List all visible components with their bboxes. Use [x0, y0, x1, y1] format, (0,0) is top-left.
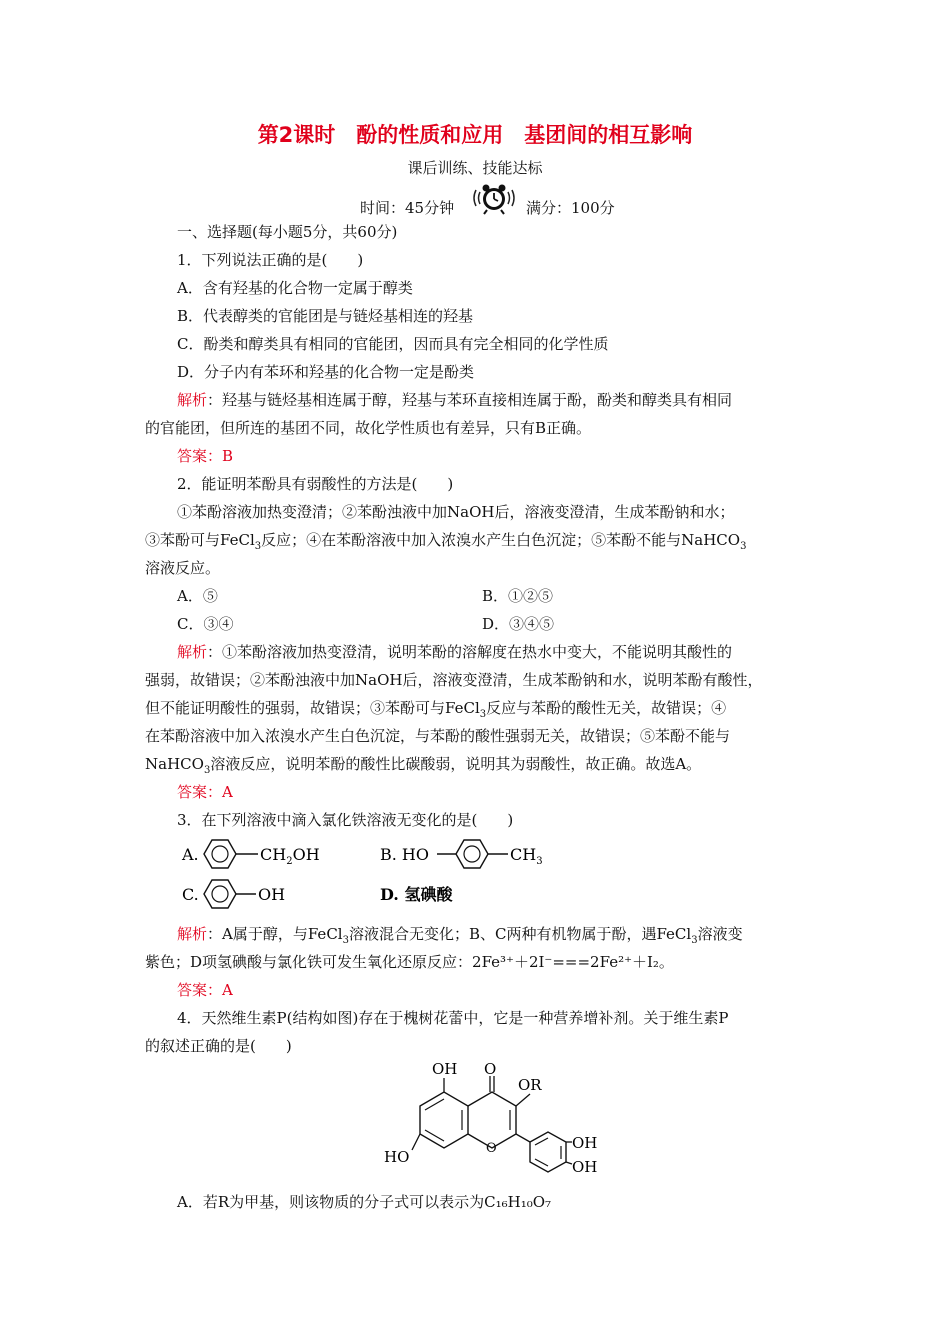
q1-answer: 答案：B [177, 447, 234, 465]
subscript: 3 [740, 541, 747, 552]
q1-option-a: A．含有羟基的化合物一定属于醇类 [177, 279, 413, 297]
oh-text: OH [292, 845, 320, 864]
q2-explanation-line1 [177, 642, 732, 662]
full-score: 满分：100分 [526, 199, 615, 217]
q2-option-b: B．①②⑤ [482, 587, 554, 605]
q1-option-d: D．分子内有苯环和羟基的化合物一定是酚类 [177, 363, 475, 381]
benzene-ring-c [204, 880, 236, 908]
benzene-ring-a [204, 840, 236, 868]
q3-explanation-line2: 紫色；D项氢碘酸与氯化铁可发生氧化还原反应：2Fe³⁺＋2I⁻===2Fe²⁺＋I₂。 [145, 953, 674, 971]
q2-explanation-part: 溶液反应，说明苯酚的酸性比碳酸弱，说明其为弱酸性，故正确。故选A。 [210, 755, 702, 773]
q3-explanation-line1 [177, 924, 743, 944]
oh-label-top: OH [432, 1060, 458, 1078]
q2-option-c: C．③④ [177, 615, 234, 633]
q2-explanation-line2: 强弱，故错误；②苯酚浊液中加NaOH后，溶液变澄清，生成苯酚钠和水，说明苯酚有酸性， [145, 671, 763, 689]
q2-explanation-part: 但不能证明酸性的强弱，故错误；③苯酚可与FeCl [145, 699, 480, 717]
or-label: OR [518, 1076, 542, 1094]
q1-option-b: B．代表醇类的官能团是与链烃基相连的羟基 [177, 307, 474, 325]
q3-option-a-label: A. [182, 845, 199, 864]
q2-statement-line1: ①苯酚溶液加热变澄清；②苯酚浊液中加NaOH后，溶液变澄清，生成苯酚钠和水； [177, 503, 735, 521]
q2-option-d: D．③④⑤ [482, 615, 555, 633]
q3-option-c-group: OH [258, 885, 286, 904]
ring-o-label: O [486, 1141, 497, 1156]
q3-option-a-group [260, 845, 320, 867]
q1-option-c: C．酚类和醇类具有相同的官能团，因而具有完全相同的化学性质 [177, 335, 609, 353]
q2-statement-line3: 溶液反应。 [145, 559, 221, 577]
subscript: 3 [203, 765, 211, 776]
q2-option-a: A．⑤ [177, 587, 218, 605]
q4-option-a: A．若R为甲基，则该物质的分子式可以表示为C₁₆H₁₀O₇ [177, 1193, 552, 1211]
q1-explanation-line [177, 390, 732, 410]
q3-option-b-label: B. HO [380, 845, 429, 864]
subscript: 3 [479, 709, 487, 720]
q2-explanation-part: NaHCO [145, 755, 204, 773]
explanation-label: 解析 [177, 643, 208, 661]
q3-explanation-part: ：A属于醇，与FeCl [207, 925, 343, 943]
q2-explanation-line3 [145, 698, 726, 718]
q2-statement-part: 反应；④在苯酚溶液中加入浓溴水产生白色沉淀；⑤苯酚不能与NaHCO [261, 531, 741, 549]
q2-explanation-text: ：①苯酚溶液加热变澄清，说明苯酚的溶解度在热水中变大，不能说明其酸性的 [207, 643, 733, 661]
explanation-label: 解析 [177, 391, 208, 409]
time-limit: 时间：45分钟 [360, 199, 455, 217]
ch-text: CH [260, 845, 287, 864]
q4-stem-line1: 4．天然维生素P(结构如图)存在于槐树花蕾中，它是一种营养增补剂。关于维生素P [177, 1009, 729, 1027]
lesson-subtitle: 课后训练、技能达标 [407, 159, 543, 177]
benzene-ring-b [456, 840, 488, 868]
q1-explanation-line2: 的官能团，但所连的基团不同，故化学性质也有差异，只有B正确。 [145, 419, 592, 437]
subscript: 3 [691, 935, 698, 946]
oh-label-right-2: OH [572, 1158, 598, 1176]
q1-explanation-text: ：羟基与链烃基相连属于醇，羟基与苯环直接相连属于酚，酚类和醇类具有相同 [207, 391, 733, 409]
q3-option-b-group [510, 845, 543, 867]
subscript: 2 [286, 856, 293, 867]
q2-statement-part: ③苯酚可与FeCl [145, 531, 255, 549]
ch-text: CH [510, 845, 537, 864]
q3-option-c-label: C. [182, 885, 199, 904]
q2-answer: 答案：A [177, 783, 233, 801]
vitamin-p-structure [380, 1060, 610, 1185]
q3-option-d-label: D. 氢碘酸 [380, 885, 453, 904]
q3-options-structures [180, 834, 580, 914]
subscript: 3 [342, 935, 349, 946]
ring-a [420, 1092, 468, 1148]
q2-explanation-line5 [145, 754, 701, 774]
q2-explanation-part: 反应与苯酚的酸性无关，故错误；④ [486, 699, 727, 717]
q2-stem: 2．能证明苯酚具有弱酸性的方法是( ) [177, 475, 454, 493]
alarm-clock-icon [470, 180, 518, 216]
q1-stem: 1．下列说法正确的是( ) [177, 251, 364, 269]
q2-explanation-line4: 在苯酚溶液中加入浓溴水产生白色沉淀，与苯酚的酸性强弱无关，故错误；⑤苯酚不能与 [145, 727, 731, 745]
subscript: 3 [536, 856, 543, 867]
ho-label: HO [384, 1148, 410, 1166]
q2-statement-line2 [145, 530, 746, 550]
oh-label-right-1: OH [572, 1134, 598, 1152]
q3-stem: 3．在下列溶液中滴入氯化铁溶液无变化的是( ) [177, 811, 514, 829]
q4-stem-line2: 的叙述正确的是( ) [145, 1037, 292, 1055]
q3-explanation-part: 溶液变 [697, 925, 743, 943]
lesson-title: 第2课时 酚的性质和应用 基团间的相互影响 [257, 123, 693, 147]
ring-c [468, 1092, 516, 1148]
explanation-label: 解析 [177, 925, 208, 943]
carbonyl-o-label: O [484, 1060, 497, 1078]
q3-explanation-part: 溶液混合无变化；B、C两种有机物属于酚，遇FeCl [348, 925, 692, 943]
q3-answer: 答案：A [177, 981, 233, 999]
section-heading: 一、选择题(每小题5分，共60分) [177, 223, 398, 241]
subscript: 3 [254, 541, 262, 552]
